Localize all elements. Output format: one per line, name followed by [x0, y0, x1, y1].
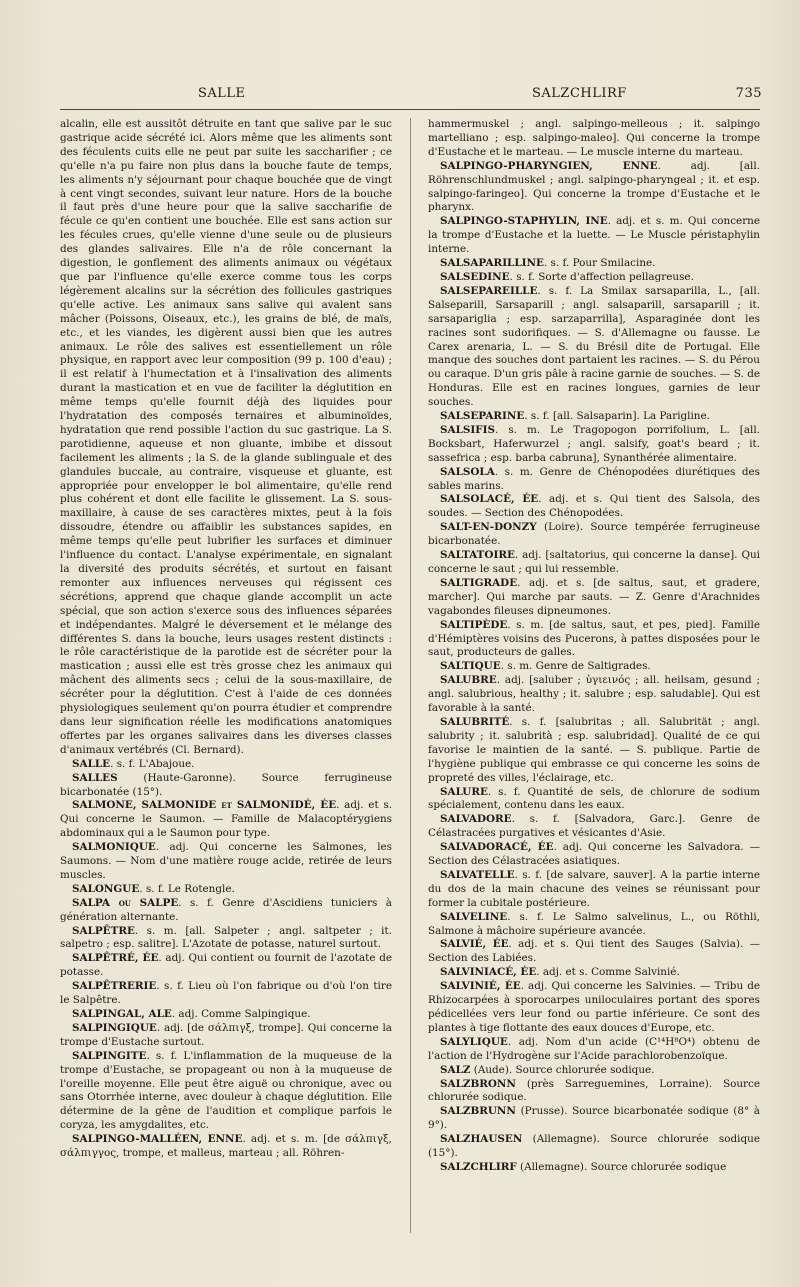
entry-headword: SALPÊTRÉ, ÉE	[72, 952, 159, 965]
entry-definition: . adj. [saluber ; ὑγιεινός ; all. heilsam, gesund ; angl. salubrious, healthy ; it. salubre ; esp. saludable]. Qui est favorable à la santé.	[428, 674, 760, 715]
entry-headword: SALUBRE	[440, 674, 497, 687]
entry-definition: . adj. et s. [de saltus, saut, et gradere, marcher]. Qui marche par sauts. — Z. Genre d'Arachnides vagabondes fileuses dipneumones.	[428, 576, 760, 617]
entry-definition: . adj. et s. Qui tient des Sauges (Salvia). — Section des Labiées.	[428, 938, 760, 965]
dictionary-entry	[428, 549, 760, 577]
entry-definition: hammermuskel ; angl. salpingo-melleous ; it. salpingo martelliano ; esp. salpingo-maleo]. Qui concerne la trompe d'Eustache et le marteau. — Le muscle interne du marteau.	[428, 118, 760, 158]
entry-headword: SALZCHLIRF	[440, 1160, 517, 1173]
entry-definition: . s. m. Genre de Saltigrades.	[500, 660, 651, 673]
dictionary-entry	[428, 160, 760, 216]
entry-headword: SALPÊTRE	[72, 924, 135, 937]
entry-definition: alcalin, elle est aussitôt détruite en tant que salive par le suc gastrique acide sécrété ici. Alors même que les aliments sont des féculents cuits elle ne peut par suite les saccharifier ; ce qu'elle n'a pu faire non plus dans la bouche faute de temps, les aliments n'y séjournant pour chaque bouchée que de vingt à cent vingt secondes, suivant leur nature. Hors de la bouche il faut près d'une heure pour que la salive saccharifie de fécule ce qu'en contient une bouchée. Elle est sans action sur les fécules crues, qu'elle vienne d'une seule ou de plusieurs des glandes salivaires. Elle n'a de rôle concernant la digestion, le gonflement des aliments animaux ou végétaux que par l'influence qu'elle exerce comme tous les corps légèrement alcalins sur la sécrétion des follicules gastriques qu'elle active. Les animaux sans salive qui avalent sans mâcher (Poissons, Oiseaux, etc.), les grains de blé, de maïs, etc., et les viandes, les digèrent aussi bien que les autres animaux. Le rôle des salives est essentiellement un rôle physique, en rapport avec leur composition (99 p. 100 d'eau) ; il est relatif à l'humectation et à l'insalivation des aliments durant la mastication et en vue de faciliter la déglutition en même temps qu'elle fournit déjà des liquides pour l'hydratation des composés ternaires et albuminoïdes, hydratation que rend possible l'action du suc gastrique. La S. parotidienne, aqueuse et non gluante, imbibe et dissout facilement les aliments ; la S. de la glande sublinguale et des glandules buccale, au contraire, visqueuse et gluante, est appropriée pour envelopper le bol alimentaire, qu'elle rend plus cohérent et dont elle facilite le glissement. La S. sous-maxillaire, à cause de ses caractères mixtes, peut à la fois dissoudre, étendre ou affaiblir les substances sapides, en même temps qu'elle peut lubrifier les surfaces et diminuer l'influence du contact. L'analyse expérimentale, en signalant la diversité des produits sécrétés, et surtout en faisant remonter aux influences nerveuses qui régissent ces sécrétions, apprend que chaque glande accomplit un acte spécial, que son action s'exerce sous des influences séparées et indépendantes. Malgré le déversement et le mélange des différentes S. dans la bouche, leurs usages restent distincts : le rôle caractéristique de la parotide est de sécréter pour la mastication ; aussi elle est très grosse chez les animaux qui mâchent des aliments secs ; celui de la sous-maxillaire, de sécréter pour la déglutition. C'est à l'aide de ces données physiologiques seulement qu'on pourra étudier et comprendre dans leur signification réelle les modifications anatomiques offertes par les organes salivaires dans les diverses classes d'animaux vertébrés (Cl. Bernard).	[60, 118, 392, 756]
dictionary-entry	[428, 410, 760, 424]
dictionary-entry	[428, 257, 760, 271]
entry-headword: SALPINGO-PHARYNGIEN, ENNE	[440, 159, 658, 172]
dictionary-entry	[60, 883, 392, 897]
entry-definition: . adj. [saltatorius, qui concerne la danse]. Qui concerne le saut ; qui lui ressemble.	[428, 549, 760, 575]
dictionary-entry	[428, 813, 760, 841]
entry-headword: SALSEDINE	[440, 270, 510, 283]
entry-headword: SALPA ou SALPE	[72, 896, 179, 909]
dictionary-entry	[60, 1050, 392, 1133]
entry-definition: . adj. [de σάλπιγξ, trompe]. Qui concerne la trompe d'Eustache surtout.	[60, 1021, 392, 1048]
entry-definition: (Haute-Garonne). Source ferrugineuse bicarbonatée (15°).	[60, 771, 392, 798]
entry-definition: . adj. Nom d'un acide (C¹⁴H⁸O⁴) obtenu de l'action de l'Hydrogène sur l'Acide parachlorobenzoïque.	[428, 1035, 760, 1062]
dictionary-entry	[428, 521, 760, 549]
entry-headword: SALVINIÉ, ÉE	[440, 980, 521, 993]
dictionary-entry	[428, 938, 760, 966]
entry-definition: . s. f. [de salvare, sauver]. A la partie interne du dos de la main chacune des veines se réunissant pour former la cubitale postérieure.	[428, 868, 760, 909]
entry-headword: SALPINGAL, ALE	[72, 1008, 172, 1020]
entry-definition: . adj. [all. Röhrenschlundmuskel ; angl. salpingo-pharyngeal ; it. et esp. salpingo-faringeo]. Qui concerne la trompe d'Eustache et le pharynx.	[428, 159, 761, 214]
entry-definition: . adj. Qui contient ou fournit de l'azotate de potasse.	[60, 952, 392, 979]
header-last-word: SALZCHLIRF	[532, 86, 627, 101]
entry-headword: SALSIFIS	[440, 423, 495, 436]
entry-definition: . adj. et s. m. [de σάλπιγξ, σάλπιγγος, trompe, et malleus, marteau ; all. Röhren-	[60, 1133, 392, 1160]
entry-headword: SALVADORE	[440, 813, 512, 826]
dictionary-entry	[428, 1105, 760, 1133]
dictionary-entry	[60, 1133, 392, 1161]
dictionary-entry	[428, 493, 760, 521]
entry-definition: (Prusse). Source bicarbonatée sodique (8° à 9°).	[428, 1105, 760, 1132]
right-column	[428, 118, 760, 1175]
entry-definition: . s. f. Lieu où l'on fabrique ou d'où l'on tire le Salpêtre.	[60, 980, 392, 1007]
entry-headword: SALVADORACÉ, ÉE	[440, 841, 554, 854]
dictionary-entry	[428, 966, 760, 980]
dictionary-entry	[428, 841, 760, 869]
entry-headword: SALSOLA	[440, 465, 495, 478]
entry-definition: . adj. Qui concerne les Salmones, les Saumons. — Nom d'une matière rouge acide, retirée de leurs muscles.	[60, 841, 392, 881]
dictionary-entry	[428, 716, 760, 786]
entry-definition: . s. f. L'Abajoue.	[110, 757, 195, 770]
entry-definition: . adj. et s. Comme Salvinié.	[536, 966, 680, 979]
entry-definition: . s. f. Pour Smilacine.	[543, 257, 656, 270]
dictionary-entry	[60, 772, 392, 800]
entry-headword: SALVELINE	[440, 910, 508, 923]
entry-definition: . s. f. Genre d'Ascidiens tuniciers à génération alternante.	[60, 896, 392, 923]
entry-headword: SALMONE, SALMONIDE et SALMONIDÉ, ÉE	[72, 799, 337, 812]
entry-headword: SALTIPÈDE	[440, 618, 508, 631]
entry-definition: . adj. Qui concerne les Salvadora. — Section des Célastracées asiatiques.	[428, 841, 760, 868]
entry-headword: SALVIÉ, ÉE	[440, 938, 509, 951]
entry-definition: . s. f. Le Rotengle.	[139, 882, 235, 895]
entry-definition: . s. f. [salubritas ; all. Salubrität ; angl. salubrity ; it. salubrità ; esp. salubridad]. Qualité de ce qui favorise le maintien de la santé. — S. publique. Partie de l'hygiène publique qui embrasse ce qui concerne les soins de propreté des villes, l'éclairage, etc.	[428, 715, 760, 784]
dictionary-entry	[428, 980, 760, 1036]
dictionary-entry	[60, 952, 392, 980]
entry-headword: SALTATOIRE	[440, 549, 515, 562]
entry-definition: . s. f. Le Salmo salvelinus, L., ou Röthli, Salmone à mâchoire supérieure avancée.	[428, 910, 760, 937]
entry-definition: (Aude). Source chlorurée sodique.	[470, 1063, 655, 1076]
header-rule	[60, 109, 760, 110]
dictionary-entry	[60, 897, 392, 925]
entry-headword: SALPINGIQUE	[72, 1021, 157, 1034]
dictionary-entry	[60, 841, 392, 883]
dictionary-entry	[428, 466, 760, 494]
dictionary-entry	[60, 980, 392, 1008]
entry-headword: SALMONIQUE	[72, 841, 156, 854]
dictionary-entry	[428, 869, 760, 911]
entry-definition: . s. m. Genre de Chénopodées diurétiques des sables marins.	[428, 465, 760, 492]
dictionary-entry	[428, 271, 760, 285]
entry-headword: SALZHAUSEN	[440, 1133, 523, 1146]
column-divider	[410, 118, 411, 1233]
entry-definition: . s. m. [all. Salpeter ; angl. saltpeter ; it. salpetro ; esp. salitre]. L'Azotate de potasse, naturel surtout.	[60, 924, 392, 951]
entry-definition: . s. f. La Smilax sarsaparilla, L., [all. Salseparill, Sarsaparill ; angl. salsaparill, sarsaparill ; it. sarsapariglia ; esp. sarzaparrilla], Asparaginée dont les racines sont sudorifiques. — S. d'Allemagne ou fausse. Le Carex arenaria, L. — S. du Brésil dite de Portugal. Elle manque des souches dont partaient les racines. — S. du Pérou ou caraque. D'un gris pâle à racine garnie de souches. — S. de Honduras. Elle est en racines longues, garnies de leur souches.	[428, 284, 760, 409]
entry-definition: (près Sarreguemines, Lorraine). Source chlorurée sodique.	[428, 1077, 760, 1104]
dictionary-entry	[60, 1008, 392, 1022]
dictionary-entry	[428, 424, 760, 466]
entry-definition: (Loire). Source tempérée ferrugineuse bicarbonatée.	[428, 521, 760, 548]
entry-headword: SALVATELLE	[440, 868, 515, 881]
entry-headword: SALZBRONN	[440, 1077, 516, 1090]
dictionary-entry	[428, 660, 760, 674]
entry-headword: SALSEPARINE	[440, 410, 525, 423]
entry-definition: . s. f. Sorte d'affection pellagreuse.	[509, 270, 694, 283]
entry-headword: SALPÊTRERIE	[72, 980, 157, 993]
entry-definition: . adj. Comme Salpingique.	[171, 1008, 311, 1020]
dictionary-entry	[60, 118, 392, 758]
dictionary-entry	[60, 758, 392, 772]
entry-definition: . adj. et s. Qui concerne le Saumon. — Famille de Malacoptérygiens abdominaux qui a le Saumon pour type.	[60, 799, 392, 840]
dictionary-entry	[428, 1133, 760, 1161]
entry-definition: . s. f. [Salvadora, Garc.]. Genre de Célastracées purgatives et vésicantes d'Asie.	[428, 813, 760, 840]
dictionary-entry	[428, 619, 760, 661]
entry-definition: . s. m. [de saltus, saut, et pes, pied]. Famille d'Hémiptères voisins des Pucerons, à pattes disposées pour le saut, producteurs de galles.	[428, 618, 760, 659]
dictionary-entry	[428, 1078, 760, 1106]
entry-headword: SALPINGO-STAPHYLIN, INE	[440, 215, 608, 228]
dictionary-entry	[428, 285, 760, 410]
entry-definition: . s. f. L'inflammation de la muqueuse de la trompe d'Eustache, se propageant ou non à la muqueuse de l'oreille moyenne. Elle peut être aiguë ou chronique, avec ou sans Otorrhée interne, avec douleur à chaque déglutition. Elle détermine de la gêne de l'audition et complique parfois le coryza, les amygdalites, etc.	[60, 1049, 392, 1132]
entry-headword: SALONGUE	[72, 882, 140, 895]
dictionary-entry	[428, 1161, 760, 1175]
entry-headword: SALSAPARILLINE	[440, 257, 544, 270]
dictionary-entry	[60, 799, 392, 841]
dictionary-entry	[428, 674, 760, 716]
entry-headword: SALVINIACÉ, ÉE	[440, 966, 537, 979]
left-column	[60, 118, 392, 1161]
dictionary-entry	[428, 1036, 760, 1064]
entry-definition: . s. f. Quantité de sels, de chlorure de sodium spécialement, contenu dans les eaux.	[428, 785, 760, 812]
dictionary-entry	[428, 577, 760, 619]
entry-definition: (Allemagne). Source chlorurée sodique	[516, 1160, 727, 1173]
entry-headword: SALSOLACÉ, ÉE	[440, 493, 539, 506]
page-number: 735	[735, 86, 762, 101]
entry-definition: . s. m. Le Tragopogon porrifolium, L. [all. Bocksbart, Haferwurzel ; angl. salsify, goat's beard ; it. sassefrica ; esp. barba cabruna], Synanthérée alimentaire.	[428, 423, 760, 464]
dictionary-entry	[428, 118, 760, 160]
entry-headword: SALZBRUNN	[440, 1105, 516, 1118]
dictionary-entry	[428, 1064, 760, 1078]
entry-definition: . s. f. [all. Salsaparin]. La Parigline.	[524, 410, 710, 423]
entry-headword: SALLES	[72, 771, 118, 784]
entry-headword: SALTIGRADE	[440, 576, 518, 589]
entry-headword: SALYLIQUE	[440, 1035, 508, 1048]
entry-headword: SALUBRITÉ	[440, 715, 510, 728]
dictionary-entry	[428, 911, 760, 939]
entry-definition: (Allemagne). Source chlorurée sodique (15°).	[428, 1133, 760, 1160]
entry-headword: SALT-EN-DONZY	[440, 521, 537, 534]
entry-definition: . adj. Qui concerne les Salvinies. — Tribu de Rhizocarpées à sporocarpes uniloculaires portant des spores pédicellées vers leur fond ou partie inférieure. Ce sont des plantes à tige flottante des eaux douces d'Europe, etc.	[428, 980, 760, 1034]
entry-headword: SALSEPAREILLE	[440, 284, 538, 297]
header-first-word: SALLE	[198, 86, 246, 101]
entry-headword: SALPINGO-MALLÉEN, ENNE	[72, 1133, 243, 1146]
dictionary-entry	[428, 786, 760, 814]
dictionary-entry	[428, 215, 760, 257]
dictionary-entry	[60, 1022, 392, 1050]
entry-definition: . adj. et s. m. Qui concerne la trompe d'Eustache et la luette. — Le Muscle péristaphylin interne.	[428, 215, 760, 256]
dictionary-entry	[60, 925, 392, 953]
entry-headword: SALPINGITE	[72, 1049, 147, 1062]
entry-headword: SALURE	[440, 785, 488, 798]
entry-headword: SALTIQUE	[440, 660, 501, 673]
entry-headword: SALZ	[440, 1063, 471, 1076]
entry-definition: . adj. et s. Qui tient des Salsola, des soudes. — Section des Chénopodées.	[428, 493, 760, 520]
entry-headword: SALLE	[72, 757, 111, 770]
